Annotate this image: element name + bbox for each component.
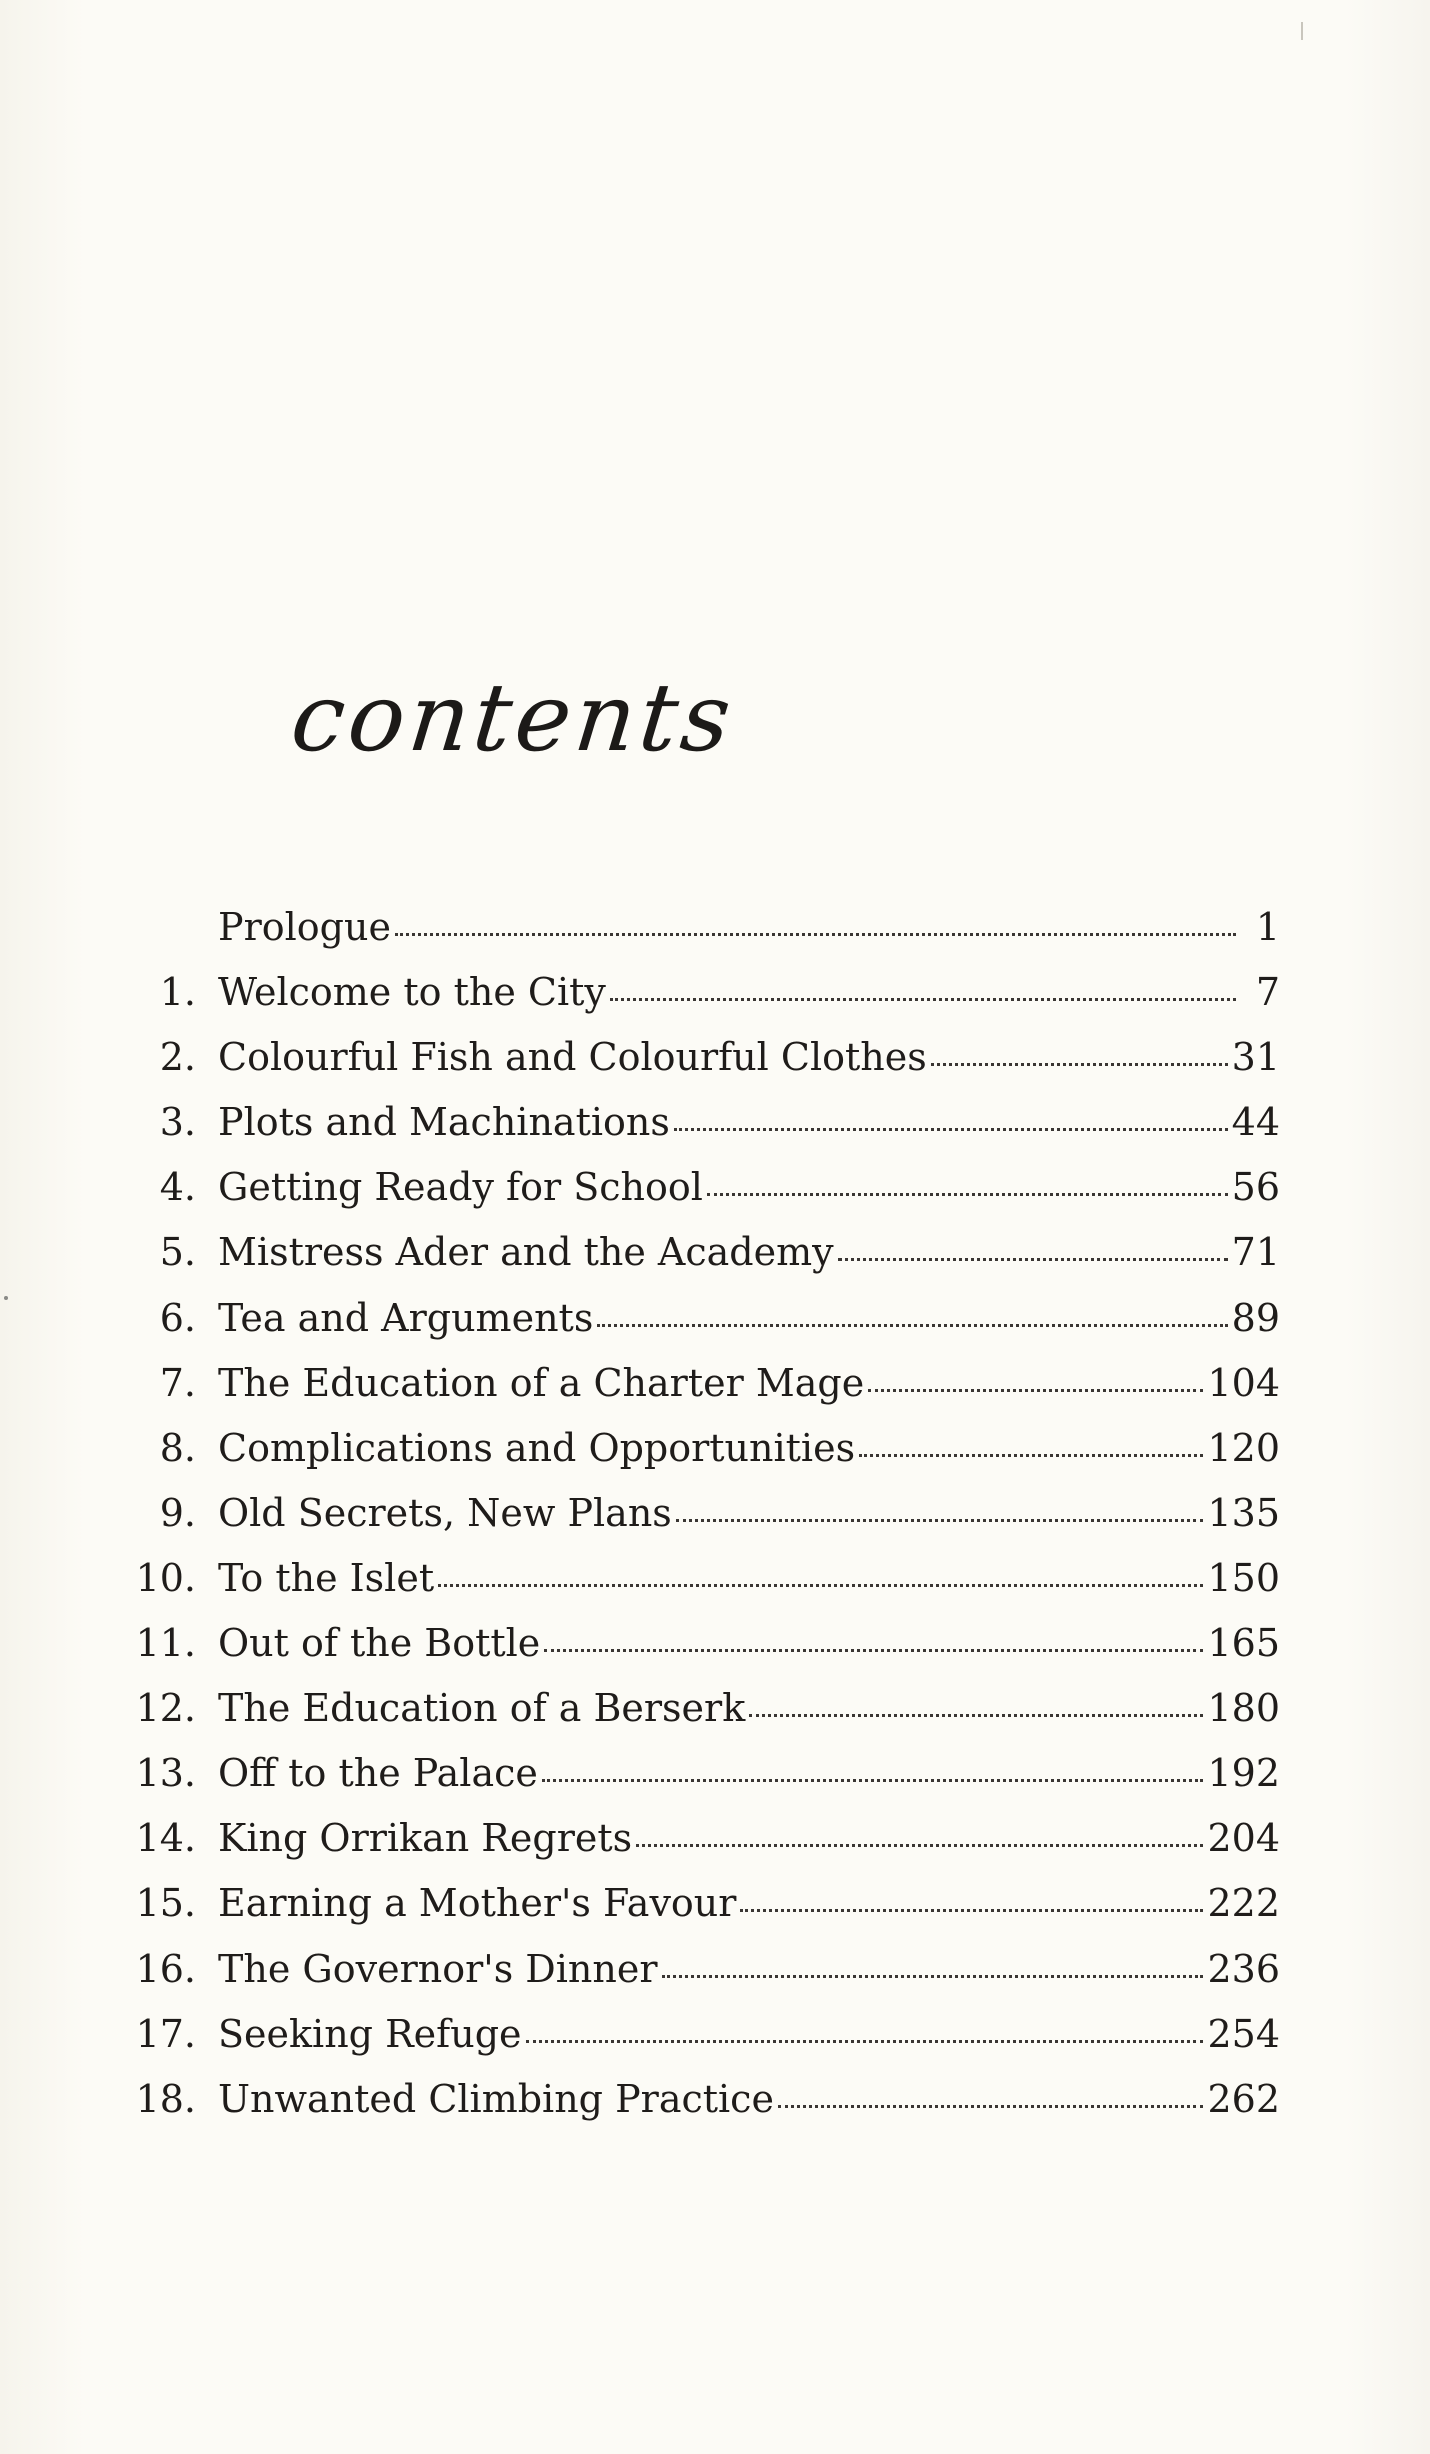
dot-leader xyxy=(740,1908,1203,1912)
chapter-title: Prologue xyxy=(218,905,391,949)
toc-entry xyxy=(120,1871,1280,1936)
page-number: 204 xyxy=(1207,1816,1280,1861)
page-number: 44 xyxy=(1231,1100,1280,1145)
chapter-title: The Governor's Dinner xyxy=(218,1946,658,1991)
toc-entry xyxy=(120,2002,1280,2067)
dot-leader xyxy=(542,1778,1204,1782)
page-number: 150 xyxy=(1207,1555,1280,1600)
scan-dot xyxy=(4,1296,8,1300)
toc-entry xyxy=(120,895,1280,960)
chapter-title: Seeking Refuge xyxy=(218,2011,522,2056)
chapter-title: Complications and Opportunities xyxy=(218,1425,856,1470)
chapter-number: 3. xyxy=(159,1100,196,1145)
page-number: 7 xyxy=(1255,970,1280,1015)
dot-leader xyxy=(610,997,1236,1001)
page-number: 89 xyxy=(1231,1295,1280,1340)
page-number: 31 xyxy=(1231,1035,1280,1080)
chapter-title: To the Islet xyxy=(218,1555,435,1600)
dot-leader xyxy=(636,1843,1203,1847)
chapter-number: 7. xyxy=(159,1360,196,1405)
chapter-number: 6. xyxy=(159,1295,196,1340)
page-number: 165 xyxy=(1207,1621,1280,1666)
toc-entry xyxy=(120,1546,1280,1611)
chapter-title: Unwanted Climbing Practice xyxy=(218,2076,774,2121)
toc-entry xyxy=(120,2067,1280,2132)
toc-entry xyxy=(120,960,1280,1025)
toc-entry xyxy=(120,1741,1280,1806)
toc-entry xyxy=(120,1416,1280,1481)
chapter-title: Plots and Machinations xyxy=(218,1100,670,1145)
dot-leader xyxy=(707,1192,1228,1196)
chapter-title: Tea and Arguments xyxy=(218,1295,594,1340)
chapter-number: 11. xyxy=(135,1621,196,1666)
chapter-number: 4. xyxy=(159,1165,196,1210)
page-number: 262 xyxy=(1207,2076,1280,2121)
dot-leader xyxy=(597,1323,1227,1327)
dot-leader xyxy=(778,2104,1204,2108)
page-number: 222 xyxy=(1207,1881,1280,1926)
chapter-number: 14. xyxy=(135,1816,196,1861)
dot-leader xyxy=(676,1518,1204,1522)
chapter-number: 2. xyxy=(159,1035,196,1080)
page-number: 192 xyxy=(1207,1751,1280,1796)
toc-entry xyxy=(120,1286,1280,1351)
page-number: 56 xyxy=(1231,1165,1280,1210)
chapter-title: Off to the Palace xyxy=(218,1751,538,1796)
chapter-number: 10. xyxy=(135,1555,196,1600)
chapter-number: 18. xyxy=(135,2076,196,2121)
chapter-number: 16. xyxy=(135,1946,196,1991)
page-number: 135 xyxy=(1207,1490,1280,1535)
dot-leader xyxy=(931,1062,1228,1066)
chapter-title: Getting Ready for School xyxy=(218,1165,703,1210)
dot-leader xyxy=(749,1713,1203,1717)
chapter-number: 1. xyxy=(159,970,196,1015)
chapter-title: Old Secrets, New Plans xyxy=(218,1490,672,1535)
page-number: 71 xyxy=(1231,1230,1280,1275)
page-number: 236 xyxy=(1207,1946,1280,1991)
page-number: 120 xyxy=(1207,1425,1280,1470)
dot-leader xyxy=(395,932,1236,936)
dot-leader xyxy=(438,1583,1203,1587)
chapter-title: Colourful Fish and Colourful Clothes xyxy=(218,1035,927,1080)
scan-artifact xyxy=(1301,22,1303,40)
dot-leader xyxy=(526,2039,1204,2043)
toc-entry xyxy=(120,1676,1280,1741)
toc-entry xyxy=(120,1806,1280,1871)
dot-leader xyxy=(838,1257,1228,1261)
chapter-number: 9. xyxy=(159,1490,196,1535)
page-number: 180 xyxy=(1207,1686,1280,1731)
toc-entry xyxy=(120,1090,1280,1155)
chapter-title: Out of the Bottle xyxy=(218,1621,541,1666)
toc-entry xyxy=(120,1220,1280,1285)
toc-entry xyxy=(120,1611,1280,1676)
toc-entry xyxy=(120,1937,1280,2002)
dot-leader xyxy=(674,1127,1228,1131)
page-number: 104 xyxy=(1207,1360,1280,1405)
chapter-number: 13. xyxy=(135,1751,196,1796)
chapter-title: King Orrikan Regrets xyxy=(218,1816,633,1861)
page-number: 254 xyxy=(1207,2011,1280,2056)
chapter-number: 8. xyxy=(159,1425,196,1470)
chapter-title: The Education of a Charter Mage xyxy=(218,1360,865,1405)
chapter-number: 12. xyxy=(135,1686,196,1731)
toc-entry xyxy=(120,1481,1280,1546)
dot-leader xyxy=(859,1453,1203,1457)
chapter-number: 5. xyxy=(159,1230,196,1275)
dot-leader xyxy=(868,1388,1203,1392)
contents-heading: contents xyxy=(286,664,740,773)
chapter-title: Welcome to the City xyxy=(218,970,606,1015)
dot-leader xyxy=(544,1648,1203,1652)
chapter-title: Mistress Ader and the Academy xyxy=(218,1230,834,1275)
toc-entry xyxy=(120,1025,1280,1090)
page-number: 1 xyxy=(1255,905,1280,949)
chapter-title: Earning a Mother's Favour xyxy=(218,1881,737,1926)
chapter-title: The Education of a Berserk xyxy=(218,1686,746,1731)
toc-entry xyxy=(120,1155,1280,1220)
toc-entry xyxy=(120,1351,1280,1416)
dot-leader xyxy=(662,1974,1204,1978)
table-of-contents xyxy=(120,895,1280,2132)
chapter-number: 17. xyxy=(135,2011,196,2056)
chapter-number: 15. xyxy=(135,1881,196,1926)
